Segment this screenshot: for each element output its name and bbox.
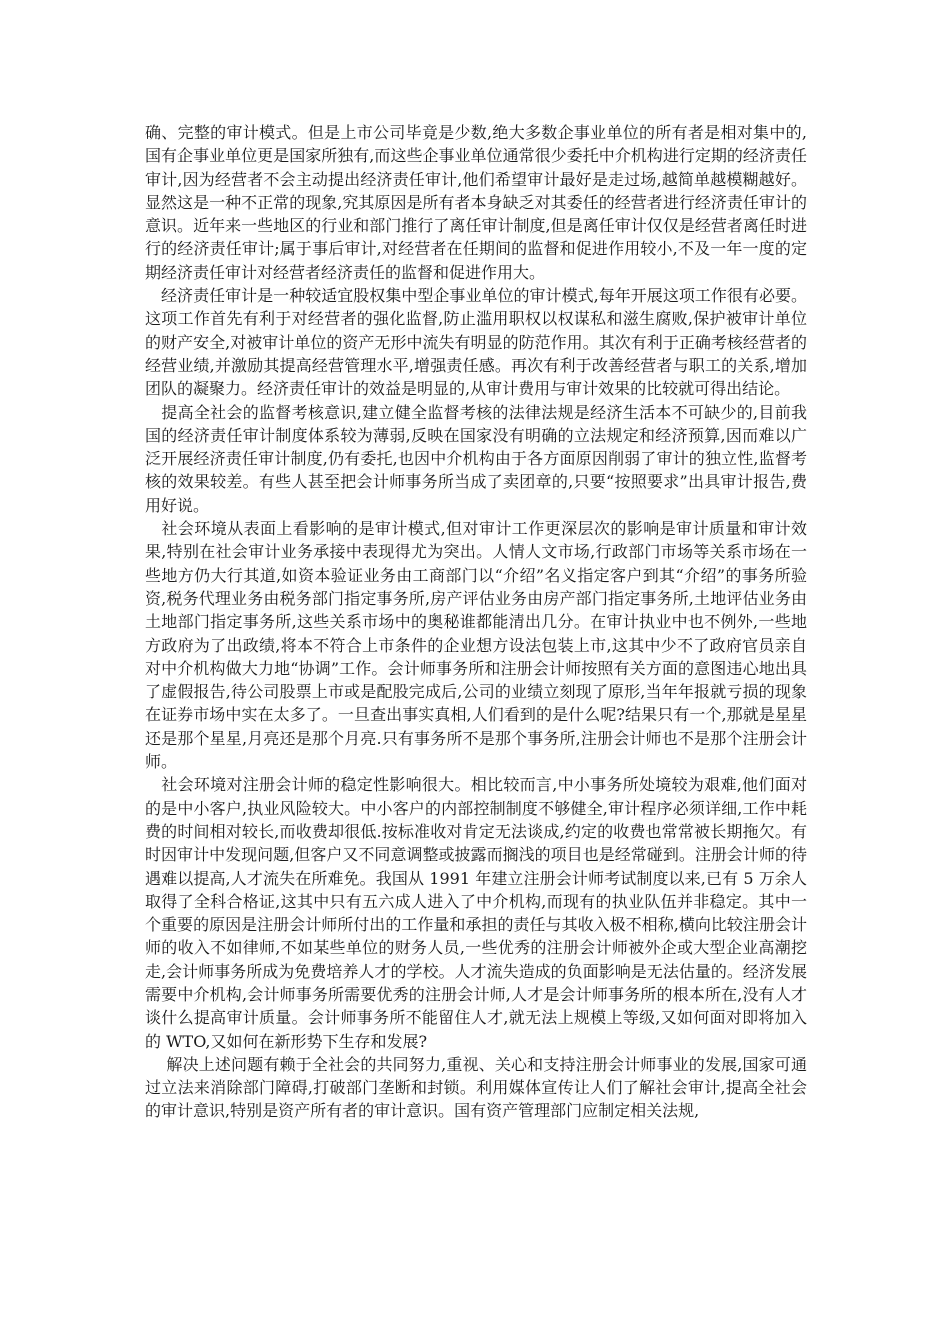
paragraph-5: 社会环境对注册会计师的稳定性影响很大。相比较而言,中小事务所处境较为艰难,他们面对的是中小客户,执业风险较大。中小客户的内部控制制度不够健全,审计程序必须详细,工作中耗费的时间相对较长,而收费却很低.按标准收对肯定无法谈成,约定的收费也常常被长期拖欠。有时因审计中发现问题,但客户又不同意调整或披露而搁浅的项目也是经常碰到。注册会计师的待遇难以提高,人才流失在所难免。我国从 1991 年建立注册会计师考试制度以来,已有 5 万余人取得了全科合格证,这其中只有五六成人进入了中介机构,而现有的执业队伍并非稳定。其中一个重要的原因是注册会计师所付出的工作量和承担的责任与其收入极不相称,横向比较注册会计师的收入不如律师,不如某些单位的财务人员,一些优秀的注册会计师被外企或大型企业高潮挖走,会计师事务所成为免费培养人才的学校。人才流失造成的负面影响是无法估量的。经济发展需要中介机构,会计师事务所需要优秀的注册会计师,人才是会计师事务所的根本所在,没有人才谈什么提高审计质量。会计师事务所不能留住人才,就无法上规模上等级,又如何面对即将加入的 WTO,又如何在新形势下生存和发展? <box>145 775 807 1051</box>
document-page <box>145 121 807 1123</box>
paragraph-3: 提高全社会的监督考核意识,建立健全监督考核的法律法规是经济生活本不可缺少的,目前我国的经济责任审计制度体系较为薄弱,反映在国家没有明确的立法规定和经济预算,因而难以广泛开展经济责任审计制度,仍有委托,也因中介机构由于各方面原因削弱了审计的独立性,监督考核的效果较差。有些人甚至把会计师事务所当成了卖团章的,只要“按照要求”出具审计报告,费用好说。 <box>145 402 807 515</box>
paragraph-6: 解决上述问题有赖于全社会的共同努力,重视、关心和支持注册会计师事业的发展,国家可通过立法来消除部门障碍,打破部门垄断和封锁。利用媒体宣传让人们了解社会审计,提高全社会的审计意识,特别是资产所有者的审计意识。国有资产管理部门应制定相关法规, <box>145 1054 807 1121</box>
paragraph-4: 社会环境从表面上看影响的是审计模式,但对审计工作更深层次的影响是审计质量和审计效果,特别在社会审计业务承接中表现得尤为突出。人情人文市场,行政部门市场等关系市场在一些地方仍大行其道,如资本验证业务由工商部门以“介绍”名义指定客户到其“介绍”的事务所验资,税务代理业务由税务部门指定事务所,房产评估业务由房产部门指定事务所,土地评估业务由土地部门指定事务所,这些关系市场中的奥秘谁都能清出几分。在审计执业中也不例外,一些地方政府为了出政绩,将本不符合上市条件的企业想方设法包装上市,这其中少不了政府官员亲自对中介机构做大力地“协调”工作。会计师事务所和注册会计师按照有关方面的意图违心地出具了虚假报告,待公司股票上市或是配股完成后,公司的业绩立刻现了原形,当年年报就亏损的现象在证券市场中实在太多了。一旦查出事实真相,人们看到的是什么呢?结果只有一个,那就是星星还是那个星星,月亮还是那个月亮.只有事务所不是那个事务所,注册会计师也不是那个注册会计师。 <box>145 519 807 772</box>
paragraph-1: 确、完整的审计模式。但是上市公司毕竟是少数,绝大多数企事业单位的所有者是相对集中的,国有企事业单位更是国家所独有,而这些企事业单位通常很少委托中介机构进行定期的经济责任审计,因为经营者不会主动提出经济责任审计,他们希望审计最好是走过场,越简单越模糊越好。显然这是一种不正常的现象,究其原因是所有者本身缺乏对其委任的经营者进行经济责任审计的意识。近年来一些地区的行业和部门推行了离任审计制度,但是离任审计仅仅是经营者离任时进行的经济责任审计;属于事后审计,对经营者在任期间的监督和促进作用较小,不及一年一度的定期经济责任审计对经营者经济责任的监督和促进作用大。 <box>145 123 807 282</box>
paragraph-2: 经济责任审计是一种较适宜股权集中型企事业单位的审计模式,每年开展这项工作很有必要。这项工作首先有利于对经营者的强化监督,防止滥用职权以权谋私和滋生腐败,保护被审计单位的财产安全,对被审计单位的资产无形中流失有明显的防范作用。其次有利于正确考核经营者的经营业绩,并激励其提高经营管理水平,增强责任感。再次有利于改善经营者与职工的关系,增加团队的凝聚力。经济责任审计的效益是明显的,从审计费用与审计效果的比较就可得出结论。 <box>145 286 807 399</box>
